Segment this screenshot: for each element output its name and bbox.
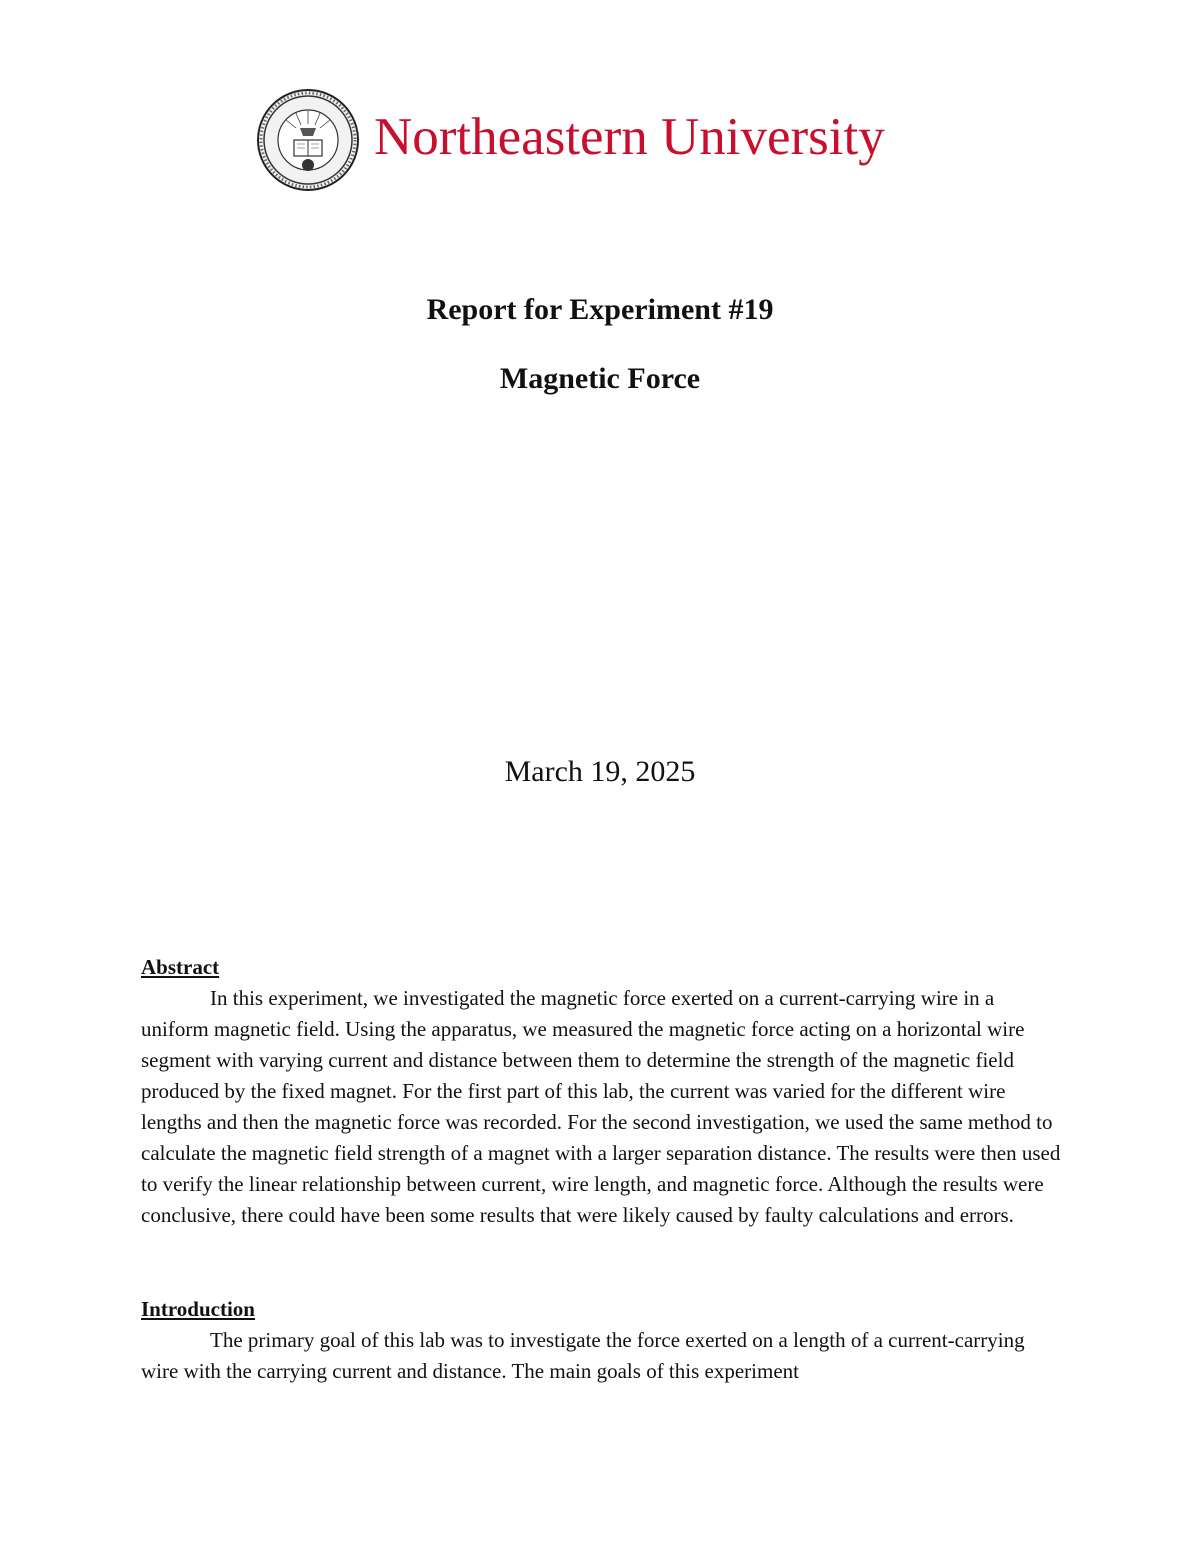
university-name: Northeastern University (374, 107, 885, 166)
university-logo (256, 88, 946, 192)
introduction-section (141, 1294, 1061, 1387)
introduction-text: The primary goal of this lab was to investigate the force exerted on a length of a current-carrying wire with the carrying current and distance. The main goals of this experiment (141, 1328, 1025, 1383)
abstract-text: In this experiment, we investigated the magnetic force exerted on a current-carrying wire in a uniform magnetic field. Using the apparatus, we measured the magnetic force acting on a horizontal wire segment with varying current and distance between them to determine the strength of the magnetic field produced by the fixed magnet. For the first part of this lab, the current was varied for the different wire lengths and then the magnetic force was recorded. For the second investigation, we used the same method to calculate the magnetic field strength of a magnet with a larger separation distance. The results were then used to verify the linear relationship between current, wire length, and magnetic force. Although the results were conclusive, there could have been some results that were likely caused by faulty calculations and errors. (141, 986, 1061, 1227)
abstract-heading: Abstract (141, 955, 220, 979)
abstract-section (141, 952, 1061, 1231)
introduction-heading: Introduction (141, 1297, 255, 1321)
report-title: Report for Experiment #19 (426, 293, 774, 326)
report-subtitle: Magnetic Force (499, 362, 701, 395)
university-seal-icon (256, 88, 360, 192)
report-date: March 19, 2025 (504, 755, 696, 788)
